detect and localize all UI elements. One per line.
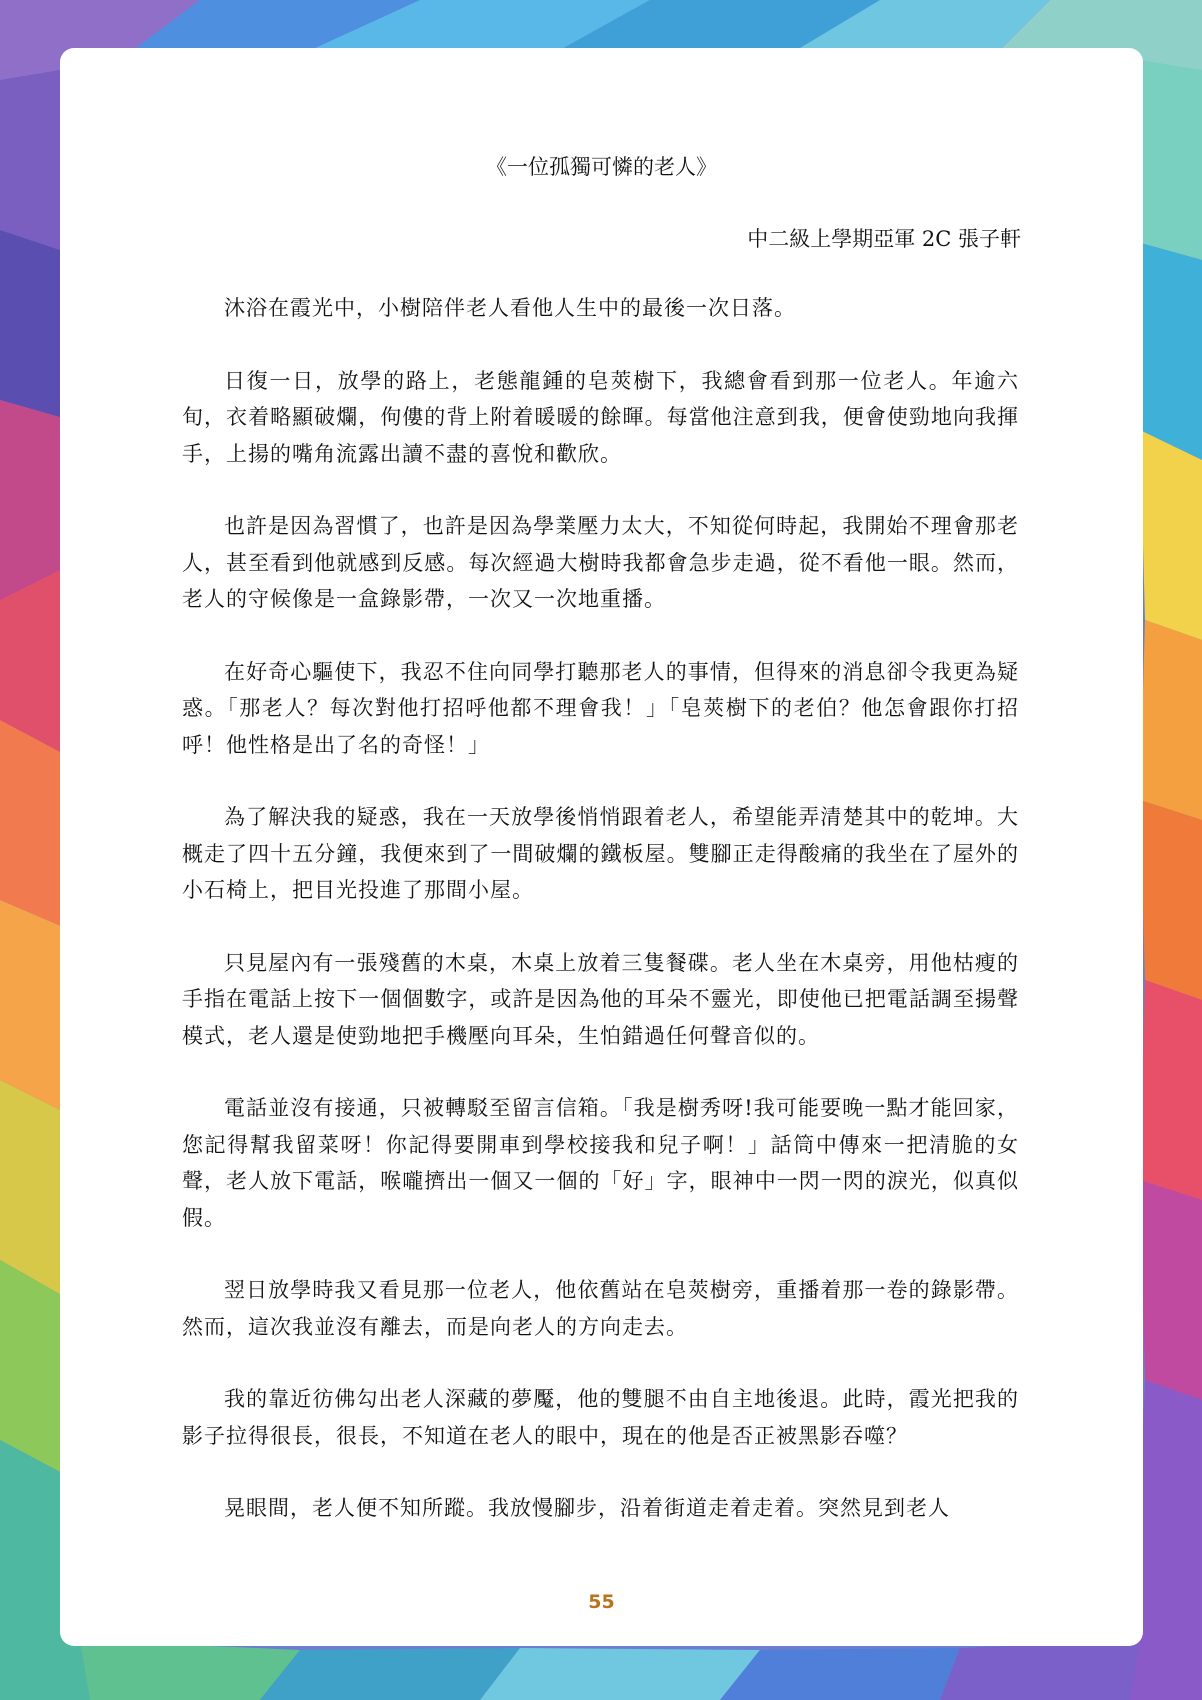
paragraph: 日復一日，放學的路上，老態龍鍾的皂莢樹下，我總會看到那一位老人。年逾六旬，衣着略顯破爛，佝僂的背上附着暖暖的餘暉。每當他注意到我，便會使勁地向我揮手，上揚的嘴角流露出讀不盡的喜悅和歡欣。 [182, 368, 1019, 466]
paragraph: 電話並沒有接通，只被轉駁至留言信箱。「我是樹秀呀!我可能要晚一點才能回家，您記得幫我留菜呀！你記得要開車到學校接我和兒子啊！」話筒中傳來一把清脆的女聲，老人放下電話，喉嚨擠出一個又一個的「好」字，眼神中一閃一閃的淚光，似真似假。 [182, 1096, 1019, 1230]
author-byline: 中二級上學期亞軍 2C 張子軒 [747, 227, 1021, 251]
essay-body [182, 290, 1019, 1563]
paragraph: 沐浴在霞光中，小樹陪伴老人看他人生中的最後一次日落。 [224, 296, 796, 320]
paragraph: 也許是因為習慣了，也許是因為學業壓力太大，不知從何時起，我開始不理會那老人，甚至看到他就感到反感。每次經過大樹時我都會急步走過，從不看他一眼。然而，老人的守候像是一盒錄影帶，一次又一次地重播。 [182, 514, 1019, 611]
paragraph: 在好奇心驅使下，我忍不住向同學打聽那老人的事情，但得來的消息卻令我更為疑惑。「那老人？每次對他打招呼他都不理會我！」「皂莢樹下的老伯？他怎會跟你打招呼！他性格是出了名的奇怪！」 [182, 659, 1019, 757]
paragraph: 翌日放學時我又看見那一位老人，他依舊站在皂莢樹旁，重播着那一卷的錄影帶。然而，這次我並沒有離去，而是向老人的方向走去。 [182, 1278, 1019, 1339]
document-page [60, 48, 1143, 1646]
paragraph: 晃眼間，老人便不知所蹤。我放慢腳步，沿着街道走着走着。突然見到老人 [224, 1496, 950, 1520]
paragraph: 為了解決我的疑惑，我在一天放學後悄悄跟着老人，希望能弄清楚其中的乾坤。大概走了四十五分鐘，我便來到了一間破爛的鐵板屋。雙腳正走得酸痛的我坐在了屋外的小石椅上，把目光投進了那間小屋。 [182, 805, 1019, 902]
paragraph: 只見屋內有一張殘舊的木桌，木桌上放着三隻餐碟。老人坐在木桌旁，用他枯瘦的手指在電話上按下一個個數字，或許是因為他的耳朵不靈光，即使他已把電話調至揚聲模式，老人還是使勁地把手機壓向耳朵，生怕錯過任何聲音似的。 [182, 950, 1019, 1048]
page-number: 55 [588, 1591, 615, 1613]
paragraph: 我的靠近彷佛勾出老人深藏的夢魘，他的雙腿不由自主地後退。此時，霞光把我的影子拉得很長，很長，不知道在老人的眼中，現在的他是否正被黑影吞噬？ [182, 1387, 1019, 1448]
essay-title: 《一位孤獨可憐的老人》 [486, 155, 717, 179]
